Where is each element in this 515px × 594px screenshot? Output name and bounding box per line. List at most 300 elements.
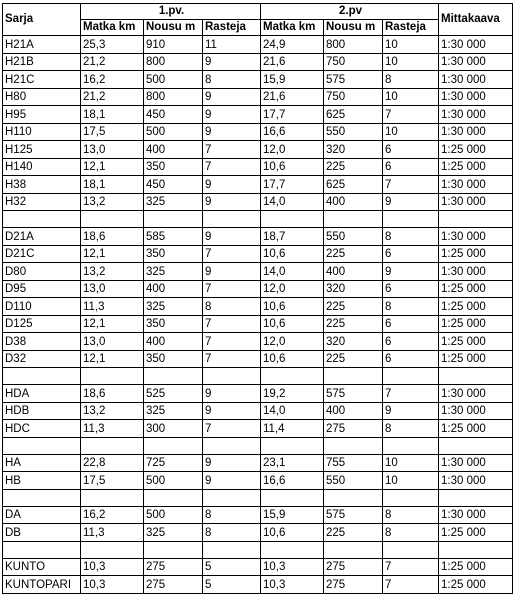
day1-nousu-cell: 500 [144,123,203,141]
day1-matka-cell: 17,5 [81,472,144,490]
day2-nousu-cell: 575 [324,506,383,524]
empty-cell [439,437,513,454]
day1-matka-cell: 25,3 [81,36,144,54]
table-row [3,524,513,542]
day2-matka-cell: 21,6 [261,88,324,106]
empty-cell [439,541,513,558]
sarja-cell: HB [3,472,81,490]
mittakaava-cell: 1:30 000 [439,176,513,194]
day2-rasteja-cell: 7 [383,576,439,594]
sarja-cell: H21B [3,53,81,71]
day1-nousu-cell: 325 [144,193,203,211]
day1-rasteja-cell: 7 [203,280,261,298]
header-day2-rasteja: Rasteja [383,20,439,36]
day1-rasteja-cell: 9 [203,106,261,124]
day2-matka-cell: 12,0 [261,333,324,351]
empty-cell [261,211,324,228]
day1-matka-cell: 10,3 [81,558,144,576]
day2-nousu-cell: 400 [324,263,383,281]
header-day2: 2.pv [261,4,439,20]
day2-nousu-cell: 575 [324,71,383,89]
day2-nousu-cell: 400 [324,402,383,420]
day2-nousu-cell: 400 [324,193,383,211]
sarja-cell: H80 [3,88,81,106]
day2-nousu-cell: 550 [324,123,383,141]
day2-rasteja-cell: 7 [383,385,439,403]
day1-matka-cell: 11,3 [81,420,144,438]
mittakaava-cell: 1:25 000 [439,333,513,351]
day1-matka-cell: 12,1 [81,245,144,263]
table-row [3,123,513,141]
mittakaava-cell: 1:25 000 [439,524,513,542]
mittakaava-cell: 1:30 000 [439,506,513,524]
empty-cell [144,437,203,454]
day1-rasteja-cell: 11 [203,36,261,54]
day1-matka-cell: 18,6 [81,385,144,403]
day1-rasteja-cell: 8 [203,524,261,542]
day1-matka-cell: 21,2 [81,53,144,71]
day1-nousu-cell: 525 [144,385,203,403]
day2-matka-cell: 17,7 [261,176,324,194]
day2-rasteja-cell: 9 [383,193,439,211]
day1-rasteja-cell: 7 [203,158,261,176]
day1-nousu-cell: 725 [144,454,203,472]
day2-nousu-cell: 550 [324,228,383,246]
day2-nousu-cell: 550 [324,472,383,490]
day1-matka-cell: 13,2 [81,402,144,420]
day2-rasteja-cell: 6 [383,158,439,176]
day2-nousu-cell: 225 [324,350,383,368]
spacer-row [3,211,513,228]
day2-rasteja-cell: 8 [383,506,439,524]
empty-cell [324,541,383,558]
day2-matka-cell: 19,2 [261,385,324,403]
day1-nousu-cell: 800 [144,88,203,106]
empty-cell [81,489,144,506]
table-row [3,298,513,316]
day2-matka-cell: 23,1 [261,454,324,472]
day1-nousu-cell: 350 [144,158,203,176]
day1-rasteja-cell: 9 [203,472,261,490]
day2-rasteja-cell: 8 [383,228,439,246]
mittakaava-cell: 1:30 000 [439,402,513,420]
day2-rasteja-cell: 6 [383,141,439,159]
table-row [3,71,513,89]
day1-rasteja-cell: 8 [203,298,261,316]
mittakaava-cell: 1:25 000 [439,558,513,576]
sarja-cell: H38 [3,176,81,194]
table-row [3,263,513,281]
day2-nousu-cell: 320 [324,280,383,298]
day1-matka-cell: 13,2 [81,193,144,211]
day1-rasteja-cell: 9 [203,385,261,403]
day2-nousu-cell: 755 [324,454,383,472]
day2-matka-cell: 10,6 [261,245,324,263]
day1-matka-cell: 22,8 [81,454,144,472]
empty-cell [203,437,261,454]
empty-cell [3,211,81,228]
day2-nousu-cell: 750 [324,53,383,71]
table-body [3,36,513,594]
day1-nousu-cell: 325 [144,524,203,542]
day2-nousu-cell: 225 [324,298,383,316]
empty-cell [81,541,144,558]
day2-matka-cell: 24,9 [261,36,324,54]
header-day2-matka: Matka km [261,20,324,36]
empty-cell [261,489,324,506]
table-row [3,472,513,490]
day1-rasteja-cell: 9 [203,402,261,420]
mittakaava-cell: 1:30 000 [439,472,513,490]
header-mittakaava: Mittakaava [439,4,513,36]
day1-rasteja-cell: 9 [203,228,261,246]
day2-matka-cell: 16,6 [261,472,324,490]
table-row [3,88,513,106]
day2-rasteja-cell: 8 [383,524,439,542]
day2-rasteja-cell: 6 [383,333,439,351]
day1-nousu-cell: 350 [144,315,203,333]
day2-rasteja-cell: 6 [383,315,439,333]
sarja-cell: D32 [3,350,81,368]
header-day1-rasteja: Rasteja [203,20,261,36]
day2-matka-cell: 11,4 [261,420,324,438]
day2-rasteja-cell: 6 [383,280,439,298]
empty-cell [383,541,439,558]
day2-matka-cell: 12,0 [261,280,324,298]
day2-rasteja-cell: 10 [383,36,439,54]
day2-rasteja-cell: 8 [383,71,439,89]
day2-nousu-cell: 625 [324,176,383,194]
day2-rasteja-cell: 6 [383,245,439,263]
table-row [3,176,513,194]
day1-nousu-cell: 275 [144,576,203,594]
empty-cell [203,368,261,385]
mittakaava-cell: 1:30 000 [439,193,513,211]
day2-rasteja-cell: 9 [383,402,439,420]
day1-matka-cell: 12,1 [81,350,144,368]
table-row [3,420,513,438]
day2-nousu-cell: 275 [324,576,383,594]
day1-nousu-cell: 800 [144,53,203,71]
day2-rasteja-cell: 10 [383,472,439,490]
sarja-cell: D21A [3,228,81,246]
day1-nousu-cell: 500 [144,506,203,524]
day1-nousu-cell: 400 [144,333,203,351]
mittakaava-cell: 1:30 000 [439,71,513,89]
table-row [3,193,513,211]
table-row [3,106,513,124]
empty-cell [144,368,203,385]
mittakaava-cell: 1:25 000 [439,576,513,594]
day1-rasteja-cell: 9 [203,123,261,141]
mittakaava-cell: 1:30 000 [439,228,513,246]
empty-cell [261,368,324,385]
day1-matka-cell: 11,3 [81,298,144,316]
day1-rasteja-cell: 5 [203,576,261,594]
day2-rasteja-cell: 10 [383,53,439,71]
table-row [3,158,513,176]
day2-matka-cell: 10,6 [261,158,324,176]
header-day1-matka: Matka km [81,20,144,36]
sarja-cell: H21A [3,36,81,54]
day1-rasteja-cell: 9 [203,454,261,472]
day1-matka-cell: 17,5 [81,123,144,141]
empty-cell [324,211,383,228]
mittakaava-cell: 1:30 000 [439,454,513,472]
empty-cell [324,368,383,385]
day2-nousu-cell: 625 [324,106,383,124]
sarja-cell: D95 [3,280,81,298]
table-row [3,333,513,351]
day1-nousu-cell: 325 [144,402,203,420]
table-row [3,315,513,333]
header-day2-nousu: Nousu m [324,20,383,36]
table-row [3,402,513,420]
header-day1-nousu: Nousu m [144,20,203,36]
day1-rasteja-cell: 7 [203,420,261,438]
day1-matka-cell: 12,1 [81,315,144,333]
sarja-cell: HDA [3,385,81,403]
day1-nousu-cell: 300 [144,420,203,438]
spacer-row [3,541,513,558]
mittakaava-cell: 1:30 000 [439,88,513,106]
empty-cell [324,489,383,506]
sarja-cell: D110 [3,298,81,316]
sarja-cell: H140 [3,158,81,176]
day1-rasteja-cell: 9 [203,53,261,71]
table-row [3,245,513,263]
day2-matka-cell: 10,6 [261,315,324,333]
day1-rasteja-cell: 5 [203,558,261,576]
empty-cell [203,211,261,228]
sarja-cell: HDC [3,420,81,438]
day1-matka-cell: 13,0 [81,333,144,351]
day1-matka-cell: 21,2 [81,88,144,106]
table-row [3,36,513,54]
empty-cell [439,368,513,385]
header-sarja: Sarja [3,4,81,36]
mittakaava-cell: 1:30 000 [439,385,513,403]
day1-nousu-cell: 450 [144,176,203,194]
day1-nousu-cell: 350 [144,350,203,368]
day2-rasteja-cell: 10 [383,454,439,472]
mittakaava-cell: 1:25 000 [439,315,513,333]
empty-cell [81,211,144,228]
table-row [3,280,513,298]
spacer-row [3,437,513,454]
day1-nousu-cell: 350 [144,245,203,263]
sarja-cell: HA [3,454,81,472]
course-table-wrapper [2,3,513,594]
day2-rasteja-cell: 7 [383,558,439,576]
table-header [3,4,513,36]
day2-matka-cell: 10,6 [261,350,324,368]
day2-matka-cell: 18,7 [261,228,324,246]
sarja-cell: D125 [3,315,81,333]
day2-matka-cell: 10,3 [261,576,324,594]
empty-cell [81,437,144,454]
day2-nousu-cell: 275 [324,558,383,576]
day2-nousu-cell: 225 [324,524,383,542]
sarja-cell: H32 [3,193,81,211]
day2-matka-cell: 14,0 [261,193,324,211]
empty-cell [383,211,439,228]
day1-rasteja-cell: 7 [203,245,261,263]
day1-rasteja-cell: 7 [203,333,261,351]
sarja-cell: KUNTO [3,558,81,576]
day2-matka-cell: 15,9 [261,506,324,524]
day2-matka-cell: 14,0 [261,402,324,420]
mittakaava-cell: 1:30 000 [439,106,513,124]
sarja-cell: D80 [3,263,81,281]
table-row [3,506,513,524]
mittakaava-cell: 1:30 000 [439,123,513,141]
day2-nousu-cell: 320 [324,141,383,159]
spacer-row [3,489,513,506]
day2-nousu-cell: 750 [324,88,383,106]
day1-nousu-cell: 500 [144,71,203,89]
sarja-cell: D21C [3,245,81,263]
spacer-row [3,368,513,385]
day2-matka-cell: 17,7 [261,106,324,124]
mittakaava-cell: 1:30 000 [439,36,513,54]
day1-nousu-cell: 275 [144,558,203,576]
empty-cell [261,541,324,558]
mittakaava-cell: 1:30 000 [439,263,513,281]
day1-matka-cell: 10,3 [81,576,144,594]
empty-cell [81,368,144,385]
empty-cell [3,368,81,385]
empty-cell [383,437,439,454]
day2-matka-cell: 15,9 [261,71,324,89]
table-row [3,53,513,71]
day1-rasteja-cell: 8 [203,71,261,89]
day2-rasteja-cell: 8 [383,298,439,316]
day1-nousu-cell: 910 [144,36,203,54]
day1-rasteja-cell: 9 [203,193,261,211]
sarja-cell: KUNTOPARI [3,576,81,594]
day1-matka-cell: 16,2 [81,71,144,89]
empty-cell [324,437,383,454]
day1-rasteja-cell: 9 [203,88,261,106]
table-row [3,558,513,576]
day1-rasteja-cell: 7 [203,141,261,159]
day1-nousu-cell: 400 [144,141,203,159]
day2-rasteja-cell: 10 [383,123,439,141]
course-table [2,3,513,594]
day1-nousu-cell: 450 [144,106,203,124]
day2-rasteja-cell: 6 [383,350,439,368]
header-day1: 1.pv. [81,4,261,20]
table-row [3,576,513,594]
day1-matka-cell: 11,3 [81,524,144,542]
day2-rasteja-cell: 8 [383,420,439,438]
empty-cell [144,211,203,228]
day2-rasteja-cell: 9 [383,263,439,281]
mittakaava-cell: 1:30 000 [439,53,513,71]
day2-rasteja-cell: 7 [383,106,439,124]
day1-rasteja-cell: 7 [203,315,261,333]
sarja-cell: H21C [3,71,81,89]
empty-cell [383,489,439,506]
table-row [3,350,513,368]
day2-nousu-cell: 575 [324,385,383,403]
day1-nousu-cell: 325 [144,298,203,316]
day1-matka-cell: 13,2 [81,263,144,281]
mittakaava-cell: 1:25 000 [439,420,513,438]
day2-matka-cell: 16,6 [261,123,324,141]
day1-nousu-cell: 325 [144,263,203,281]
day1-rasteja-cell: 9 [203,263,261,281]
empty-cell [3,489,81,506]
day1-matka-cell: 13,0 [81,141,144,159]
day2-nousu-cell: 225 [324,315,383,333]
mittakaava-cell: 1:25 000 [439,245,513,263]
mittakaava-cell: 1:25 000 [439,350,513,368]
empty-cell [144,489,203,506]
day2-nousu-cell: 225 [324,245,383,263]
sarja-cell: DB [3,524,81,542]
table-row [3,454,513,472]
mittakaava-cell: 1:25 000 [439,141,513,159]
day2-nousu-cell: 275 [324,420,383,438]
table-row [3,141,513,159]
day1-matka-cell: 12,1 [81,158,144,176]
day1-rasteja-cell: 8 [203,506,261,524]
empty-cell [144,541,203,558]
empty-cell [3,437,81,454]
day2-nousu-cell: 800 [324,36,383,54]
sarja-cell: H125 [3,141,81,159]
day1-matka-cell: 18,6 [81,228,144,246]
day1-matka-cell: 18,1 [81,106,144,124]
day1-matka-cell: 13,0 [81,280,144,298]
day1-nousu-cell: 500 [144,472,203,490]
day2-rasteja-cell: 7 [383,176,439,194]
empty-cell [203,489,261,506]
day2-rasteja-cell: 10 [383,88,439,106]
day2-nousu-cell: 320 [324,333,383,351]
mittakaava-cell: 1:25 000 [439,280,513,298]
day2-matka-cell: 10,3 [261,558,324,576]
day1-matka-cell: 16,2 [81,506,144,524]
day1-nousu-cell: 400 [144,280,203,298]
day2-matka-cell: 21,6 [261,53,324,71]
empty-cell [439,489,513,506]
empty-cell [3,541,81,558]
day1-matka-cell: 18,1 [81,176,144,194]
sarja-cell: HDB [3,402,81,420]
table-row [3,228,513,246]
empty-cell [439,211,513,228]
empty-cell [203,541,261,558]
day1-rasteja-cell: 9 [203,176,261,194]
day2-matka-cell: 12,0 [261,141,324,159]
table-row [3,385,513,403]
day2-matka-cell: 14,0 [261,263,324,281]
mittakaava-cell: 1:25 000 [439,158,513,176]
mittakaava-cell: 1:25 000 [439,298,513,316]
sarja-cell: D38 [3,333,81,351]
day2-matka-cell: 10,6 [261,298,324,316]
day1-rasteja-cell: 7 [203,350,261,368]
sarja-cell: DA [3,506,81,524]
day2-matka-cell: 10,6 [261,524,324,542]
day1-nousu-cell: 585 [144,228,203,246]
empty-cell [383,368,439,385]
sarja-cell: H110 [3,123,81,141]
day2-nousu-cell: 225 [324,158,383,176]
